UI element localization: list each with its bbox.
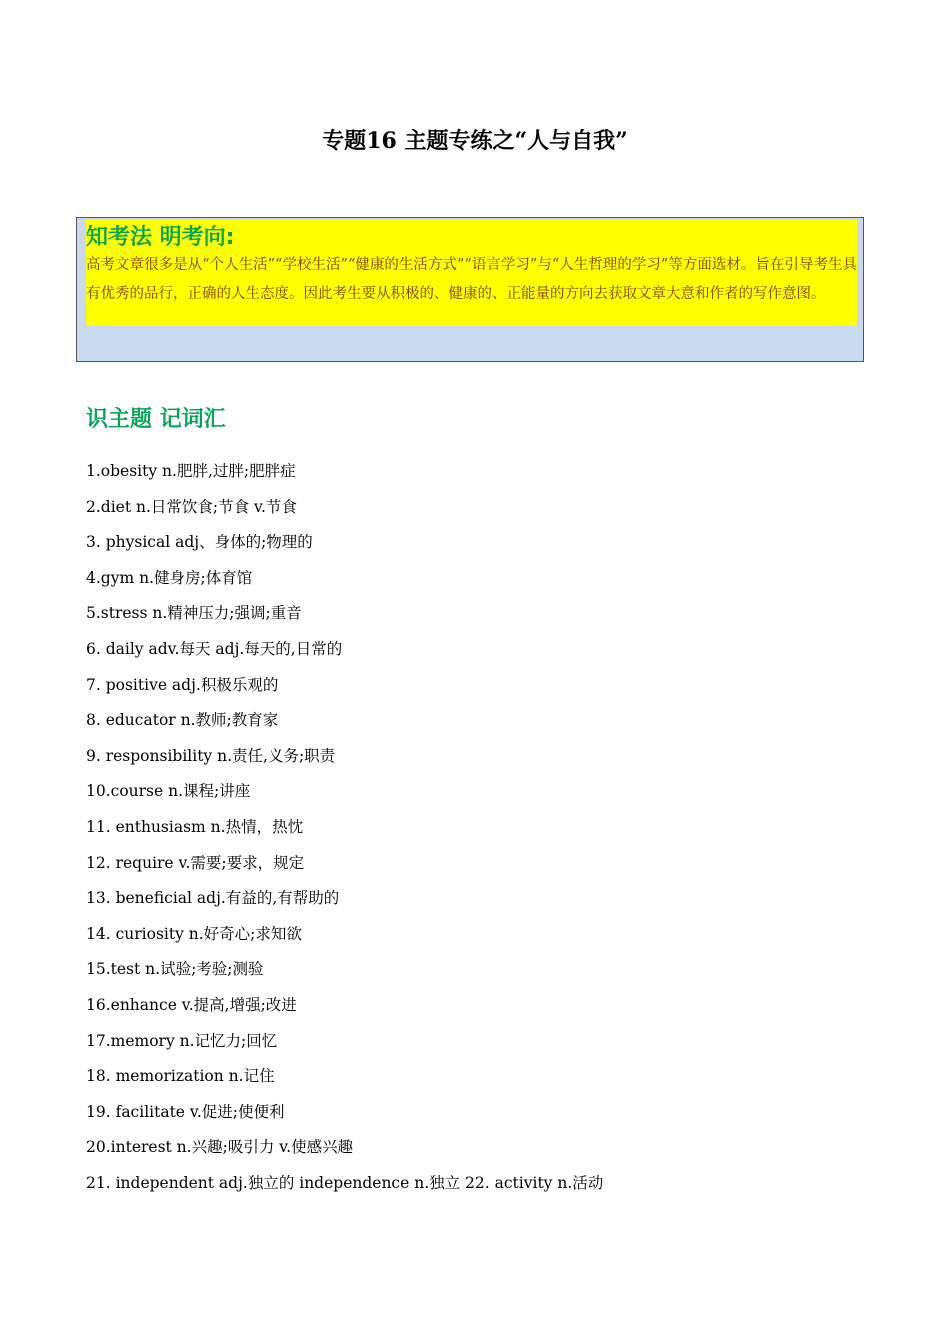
vocab-item: 3. physical adj、身体的;物理的 — [86, 533, 313, 552]
vocab-item: 11. enthusiasm n.热情，热忱 — [86, 817, 304, 836]
page-title: 专题16 主题专练之“人与自我” — [322, 128, 628, 154]
vocab-item: 12. require v.需要;要求，规定 — [86, 853, 305, 872]
vocab-item: 19. facilitate v.促进;使便利 — [86, 1102, 285, 1121]
exam-section-heading: 知考法 明考向: — [86, 225, 235, 250]
vocab-item: 17.memory n.记忆力;回忆 — [86, 1031, 278, 1050]
vocab-item: 14. curiosity n.好奇心;求知欲 — [86, 924, 302, 943]
vocab-item: 15.test n.试验;考验;测验 — [86, 960, 264, 979]
vocab-item: 5.stress n.精神压力;强调;重音 — [86, 604, 302, 623]
exam-highlight-block — [86, 220, 857, 326]
vocab-item: 1.obesity n.肥胖,过胖;肥胖症 — [86, 462, 296, 480]
vocab-item: 13. beneficial adj.有益的,有帮助的 — [86, 889, 340, 908]
exam-section-body: 高考文章很多是从“个人生活”“学校生活”“健康的生活方式”“语言学习”与“人生哲理的学习”等方面选材。旨在引导考生具有优秀的品行，正确的人生态度。因此考生要从积极的、健康的、正能量的方向去获取文章大意和作者的写作意图。 — [86, 257, 857, 302]
vocab-section-heading: 识主题 记词汇 — [86, 407, 226, 432]
vocab-item: 16.enhance v.提高,增强;改进 — [86, 995, 297, 1014]
vocab-item: 4.gym n.健身房;体育馆 — [86, 568, 253, 587]
vocab-item: 6. daily adv.每天 adj.每天的,日常的 — [86, 639, 343, 658]
vocab-item: 2.diet n.日常饮食;节食 v.节食 — [86, 497, 297, 516]
exam-guidance-box — [76, 217, 864, 362]
vocab-item: 9. responsibility n.责任,义务;职责 — [86, 746, 336, 765]
vocab-item: 21. independent adj.独立的 independence n.独立 22. activity n.活动 — [86, 1173, 604, 1192]
vocab-item: 10.course n.课程;讲座 — [86, 782, 251, 801]
vocab-item: 8. educator n.教师;教育家 — [86, 711, 279, 730]
vocab-list — [86, 454, 603, 1201]
vocab-item: 20.interest n.兴趣;吸引力 v.使感兴趣 — [86, 1138, 354, 1157]
vocab-item: 18. memorization n.记住 — [86, 1067, 275, 1086]
vocab-item: 7. positive adj.积极乐观的 — [86, 675, 279, 694]
